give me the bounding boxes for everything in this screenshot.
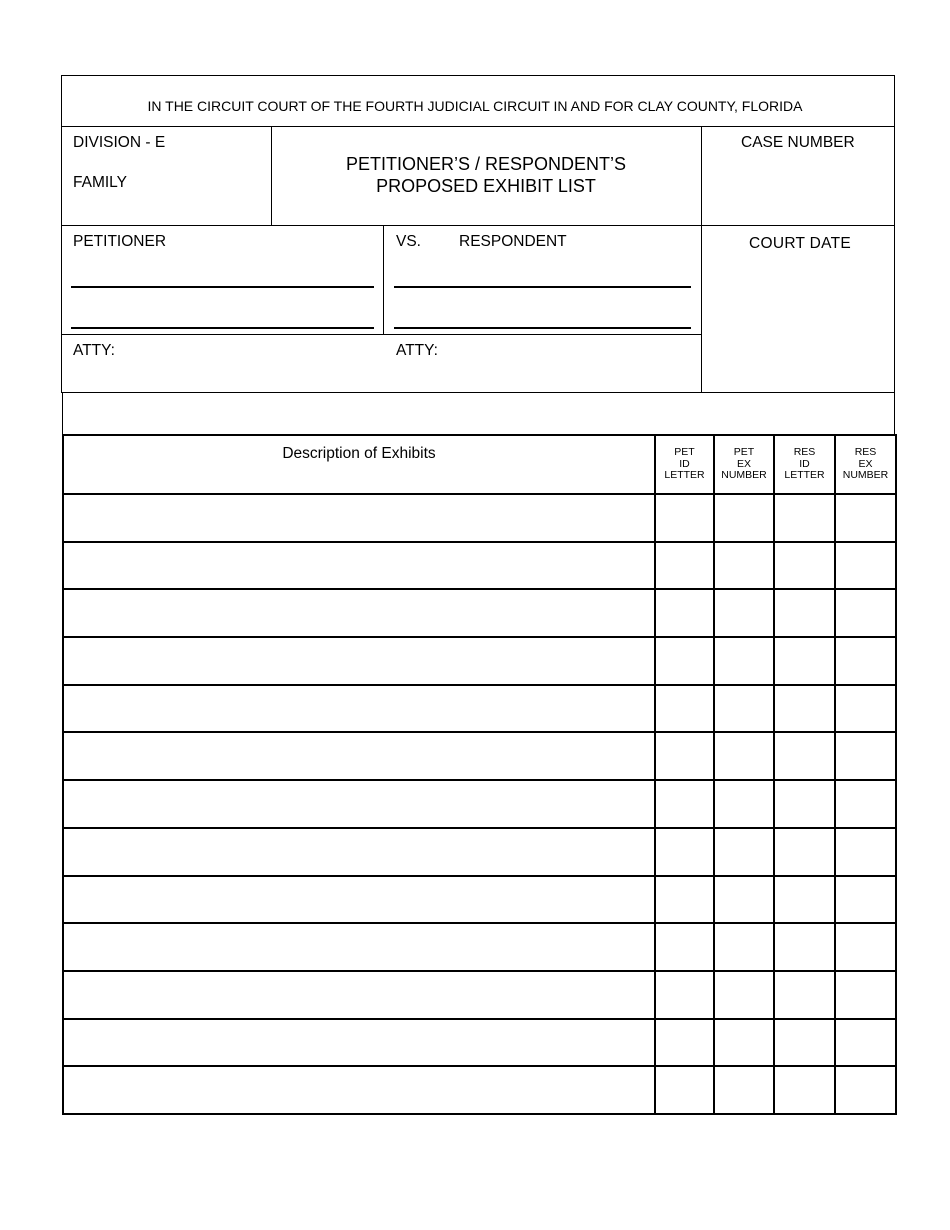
pet-ex-number-cell[interactable] [714,589,774,637]
res-id-letter-header [774,435,835,494]
petitioner-label: PETITIONER [73,233,167,250]
table-row [63,1019,896,1067]
description-cell[interactable] [63,1019,655,1067]
res-ex-number-cell[interactable] [835,828,896,876]
table-row [63,828,896,876]
res-id-letter-cell[interactable] [774,780,835,828]
pet-ex-number-cell[interactable] [714,828,774,876]
case-number-label: CASE NUMBER [741,134,855,151]
divider [61,126,895,127]
respondent-name-line-2[interactable] [394,327,691,329]
table-row [63,542,896,590]
respondent-label: RESPONDENT [459,233,567,250]
exhibit-rows [63,494,896,1114]
res-id-letter-cell[interactable] [774,732,835,780]
header-line: RES [854,446,877,459]
pet-id-letter-cell[interactable] [655,971,714,1019]
pet-ex-number-cell[interactable] [714,876,774,924]
pet-ex-number-header [714,435,774,494]
court-date-field[interactable] [705,258,891,388]
res-ex-number-cell[interactable] [835,923,896,971]
pet-ex-number-cell[interactable] [714,923,774,971]
pet-id-letter-cell[interactable] [655,637,714,685]
table-row [63,589,896,637]
description-cell[interactable] [63,876,655,924]
pet-id-letter-header [655,435,714,494]
divider [701,126,702,393]
table-header-row [63,435,896,494]
table-row [63,876,896,924]
pet-ex-number-cell[interactable] [714,685,774,733]
respondent-atty-label: ATTY: [396,342,438,359]
blank-band [62,392,895,436]
description-cell[interactable] [63,685,655,733]
header-line: EX [858,457,873,470]
pet-id-letter-cell[interactable] [655,1019,714,1067]
description-cell[interactable] [63,589,655,637]
pet-ex-number-cell[interactable] [714,780,774,828]
res-ex-number-cell[interactable] [835,542,896,590]
header-line: PET [674,446,695,459]
petitioner-name-line-1[interactable] [71,286,374,288]
court-date-label: COURT DATE [749,235,852,252]
case-number-field[interactable] [705,155,891,221]
pet-ex-number-cell[interactable] [714,971,774,1019]
header-line: NUMBER [842,469,889,482]
pet-id-letter-cell[interactable] [655,828,714,876]
court-heading: IN THE CIRCUIT COURT OF THE FOURTH JUDICIAL CIRCUIT IN AND FOR CLAY COUNTY, FLORIDA [147,98,803,114]
pet-ex-number-cell[interactable] [714,732,774,780]
petitioner-atty-label: ATTY: [73,342,115,359]
pet-ex-number-cell[interactable] [714,1019,774,1067]
res-ex-number-cell[interactable] [835,685,896,733]
table-row [63,971,896,1019]
pet-ex-number-cell[interactable] [714,1066,774,1114]
description-cell[interactable] [63,828,655,876]
res-ex-number-cell[interactable] [835,1066,896,1114]
title-line-1: PETITIONER’S / RESPONDENT’S [345,154,627,174]
pet-id-letter-cell[interactable] [655,876,714,924]
res-id-letter-cell[interactable] [774,876,835,924]
division-label: DIVISION - E [73,134,166,151]
res-id-letter-cell[interactable] [774,1066,835,1114]
res-id-letter-cell[interactable] [774,971,835,1019]
header-line: ID [679,457,690,470]
description-cell[interactable] [63,494,655,542]
res-id-letter-cell[interactable] [774,542,835,590]
vs-label: VS. [396,233,421,250]
header-line: EX [736,457,751,470]
table-row [63,494,896,542]
table-row [63,685,896,733]
pet-ex-number-cell[interactable] [714,637,774,685]
petitioner-name-line-2[interactable] [71,327,374,329]
page-title [272,153,700,197]
description-cell[interactable] [63,923,655,971]
family-label: FAMILY [73,174,127,191]
pet-id-letter-cell[interactable] [655,494,714,542]
header-line: NUMBER [721,469,767,482]
table-row [63,780,896,828]
pet-id-letter-cell[interactable] [655,923,714,971]
res-ex-number-cell[interactable] [835,494,896,542]
pet-id-letter-cell[interactable] [655,1066,714,1114]
res-id-letter-cell[interactable] [774,685,835,733]
header-line: RES [793,446,816,459]
exhibits-table [62,434,897,1115]
res-id-letter-cell[interactable] [774,589,835,637]
res-ex-number-cell[interactable] [835,1019,896,1067]
res-ex-number-cell[interactable] [835,780,896,828]
description-cell[interactable] [63,542,655,590]
res-ex-number-cell[interactable] [835,589,896,637]
res-id-letter-cell[interactable] [774,1019,835,1067]
header-line: PET [733,446,755,459]
res-id-letter-cell[interactable] [774,923,835,971]
description-cell[interactable] [63,637,655,685]
divider [61,225,895,226]
description-cell[interactable] [63,732,655,780]
table-row [63,732,896,780]
description-header: Description of Exhibits [63,435,655,494]
pet-id-letter-cell[interactable] [655,542,714,590]
table-row [63,1066,896,1114]
res-ex-number-cell[interactable] [835,971,896,1019]
description-cell[interactable] [63,1066,655,1114]
res-id-letter-cell[interactable] [774,637,835,685]
res-ex-number-cell[interactable] [835,732,896,780]
respondent-name-line-1[interactable] [394,286,691,288]
table-row [63,923,896,971]
pet-id-letter-cell[interactable] [655,589,714,637]
header-line: LETTER [784,469,825,482]
res-ex-number-cell[interactable] [835,876,896,924]
title-line-2: PROPOSED EXHIBIT LIST [376,176,596,196]
res-id-letter-cell[interactable] [774,494,835,542]
divider [61,334,701,335]
res-ex-number-header [835,435,896,494]
description-cell[interactable] [63,971,655,1019]
header-line: LETTER [664,469,705,482]
pet-id-letter-cell[interactable] [655,780,714,828]
pet-ex-number-cell[interactable] [714,494,774,542]
pet-ex-number-cell[interactable] [714,542,774,590]
description-cell[interactable] [63,780,655,828]
res-ex-number-cell[interactable] [835,637,896,685]
pet-id-letter-cell[interactable] [655,685,714,733]
divider [383,225,384,334]
res-id-letter-cell[interactable] [774,828,835,876]
header-line: ID [799,457,810,470]
table-row [63,637,896,685]
pet-id-letter-cell[interactable] [655,732,714,780]
